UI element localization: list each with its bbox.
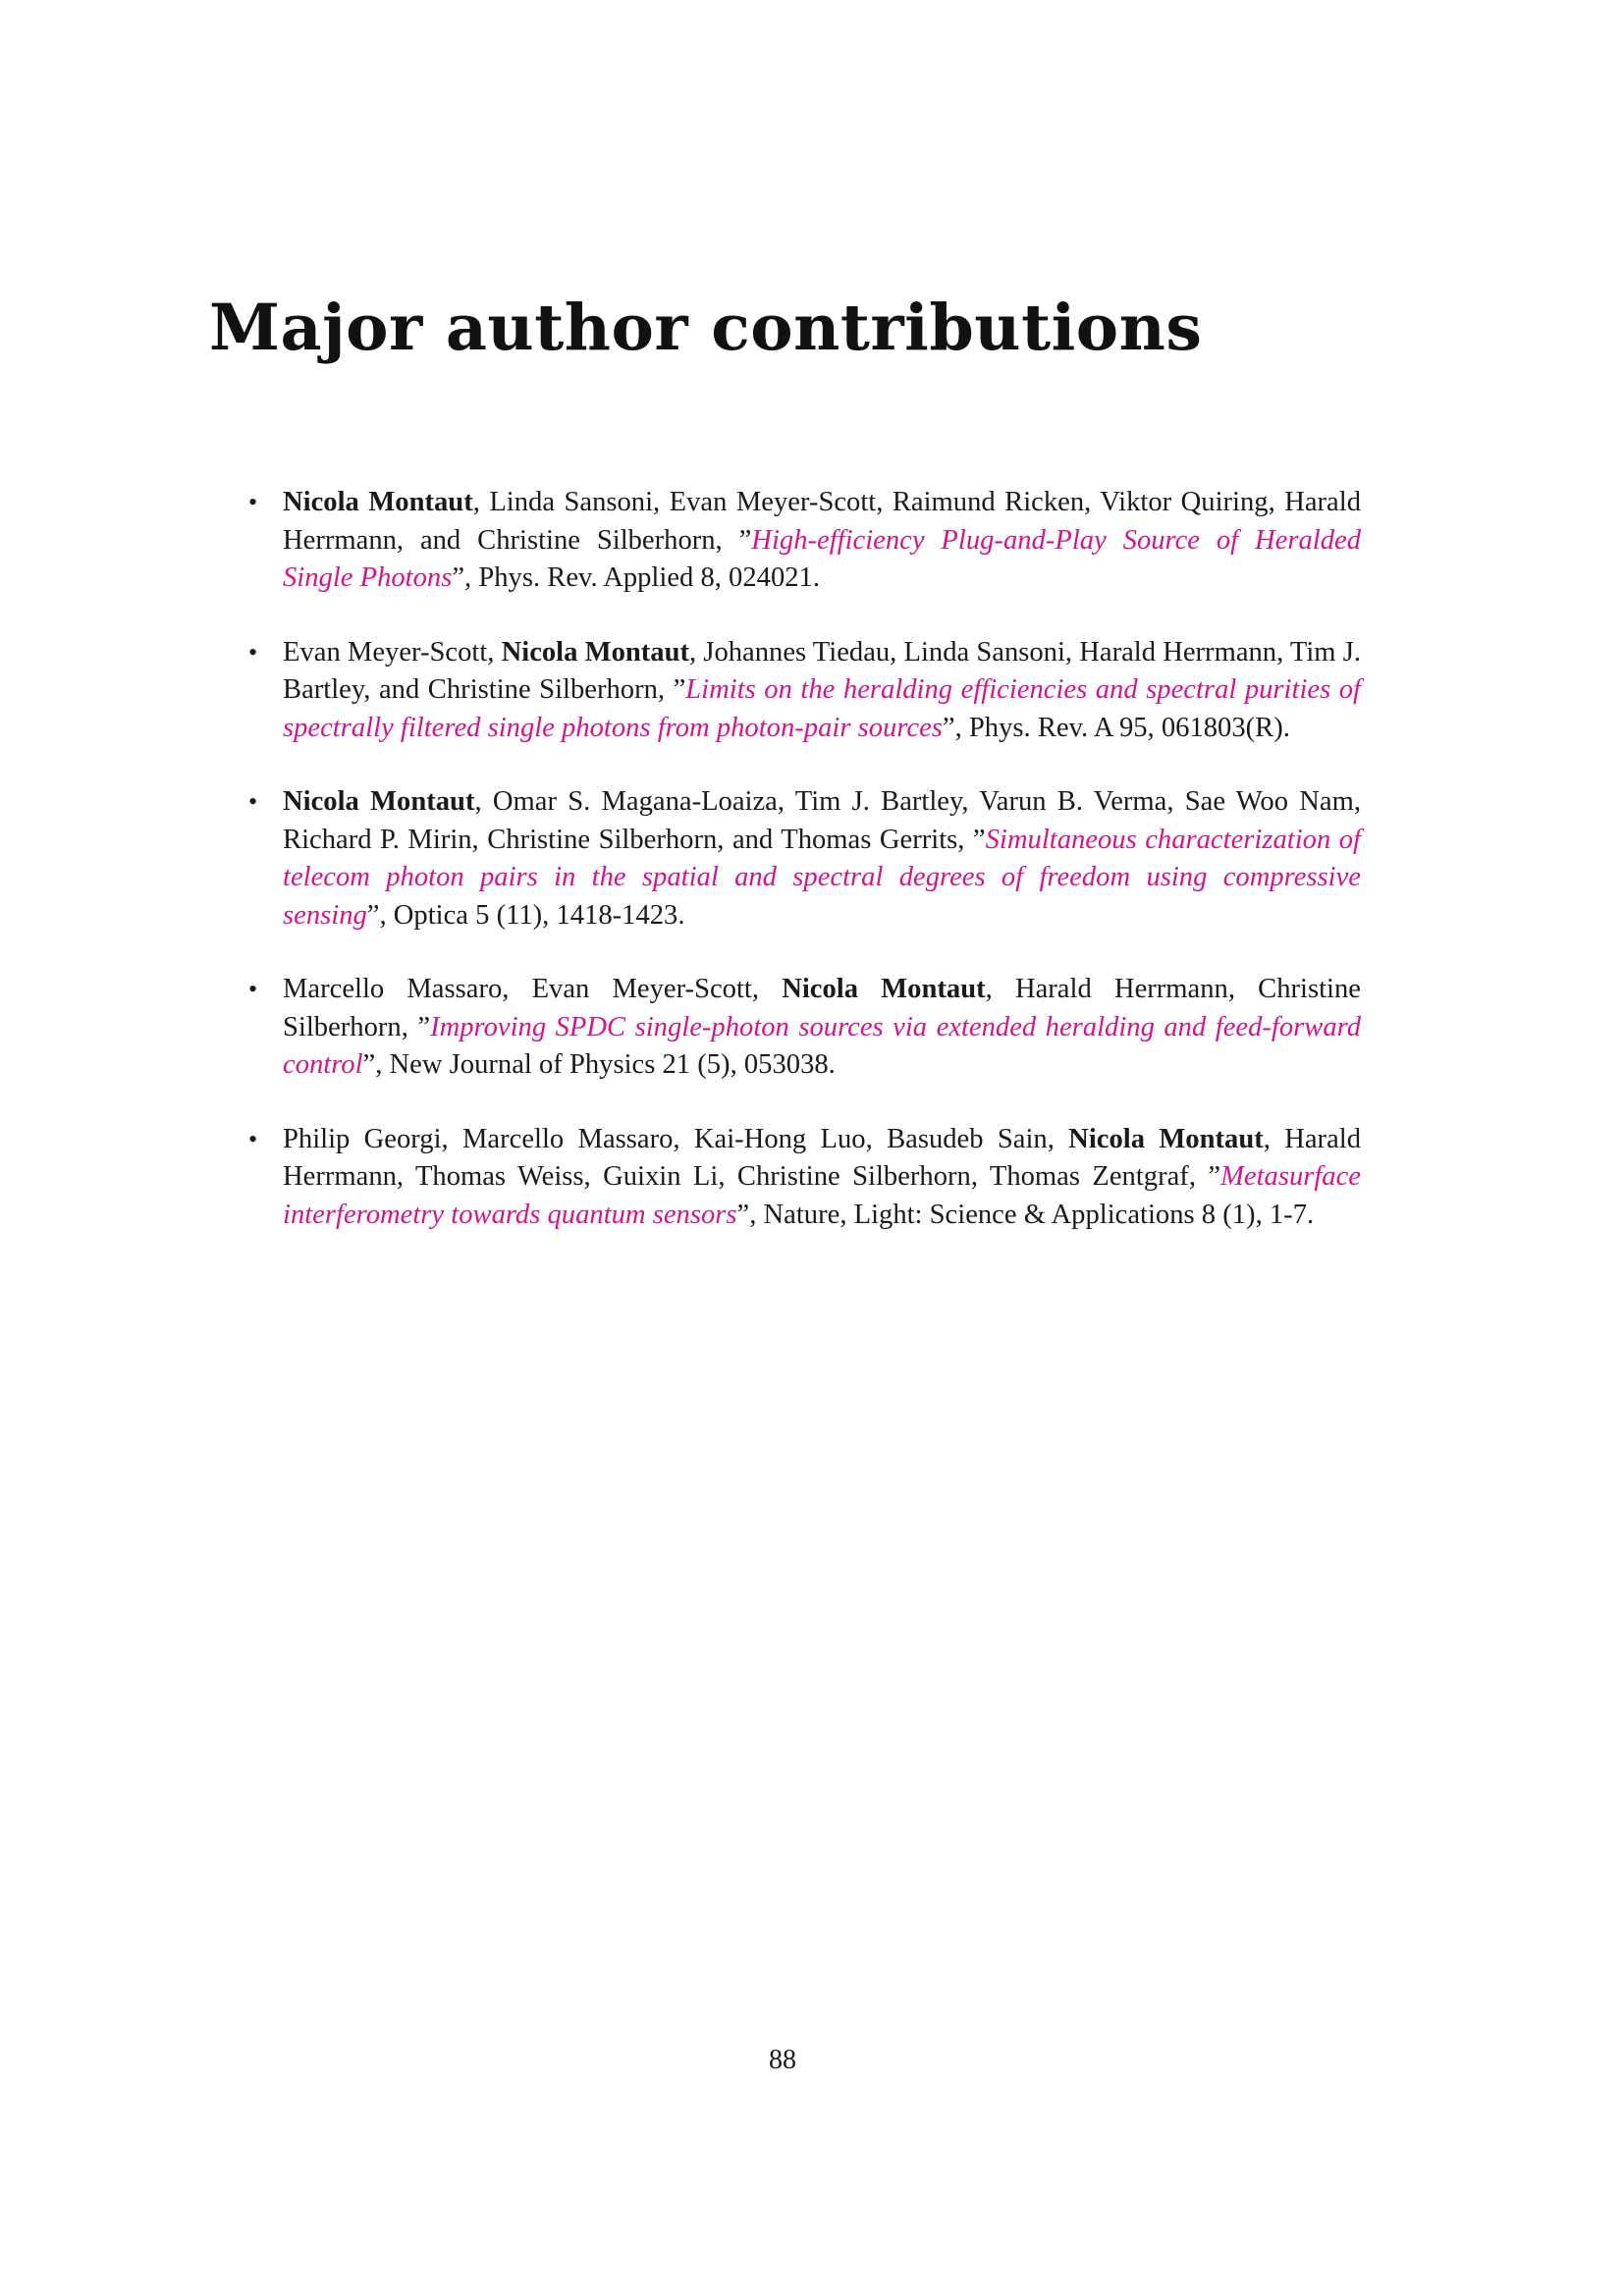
publication-authors-lead: Philip Georgi, Marcello Massaro, Kai-Hong Luo, Basudeb Sain,: [283, 1123, 1069, 1154]
publication-item: [248, 783, 1361, 934]
bullet-icon: •: [248, 787, 258, 816]
publication-item: [248, 634, 1361, 748]
publication-authors: , Omar S. Magana-Loaiza, Tim J. Bartley, Varun B. Verma, Sae Woo Nam, Richard P. Mirin, Christine Silberhorn, and Thomas Gerrits, ”: [283, 786, 1361, 855]
publication-authors: , Linda Sansoni, Evan Meyer-Scott, Raimund Ricken, Viktor Quiring, Harald Herrmann, and Christine Silberhorn, ”: [283, 487, 1361, 556]
publication-authors: , Johannes Tiedau, Linda Sansoni, Harald Herrmann, Tim J. Bartley, and Christine Silberhorn, ”: [283, 636, 1361, 705]
publication-authors: , Harald Herrmann, Christine Silberhorn, ”: [283, 974, 1361, 1042]
publication-venue: ”, New Journal of Physics 21 (5), 053038.: [362, 1049, 836, 1080]
publication-authors-lead: Evan Meyer-Scott,: [283, 636, 502, 667]
publication-title-link[interactable]: Metasurface interferometry towards quantum sensors: [283, 1161, 1361, 1230]
publication-authors-lead: Marcello Massaro, Evan Meyer-Scott,: [283, 974, 783, 1004]
publication-list: [248, 484, 1362, 1270]
page-title: Major author contributions: [209, 291, 1203, 365]
publication-title-link[interactable]: Limits on the heralding efficiencies and spectral purities of spectrally filtered single photons from photon-pair sources: [283, 674, 1361, 743]
bullet-icon: •: [248, 975, 258, 1003]
publication-title-link[interactable]: Simultaneous characterization of telecom photon pairs in the spatial and spectral degrees of freedom using compressive sensing: [283, 824, 1361, 931]
page-number: 88: [769, 2045, 796, 2075]
publication-venue: ”, Phys. Rev. Applied 8, 024021.: [452, 562, 820, 593]
bullet-icon: •: [248, 637, 258, 667]
publication-title-link[interactable]: High-efficiency Plug-and-Play Source of Heralded Single Photons: [283, 524, 1361, 593]
publication-author-highlight: Nicola Montaut: [283, 487, 473, 517]
publication-venue: ”, Phys. Rev. A 95, 061803(R).: [942, 712, 1290, 743]
publication-item: [248, 971, 1361, 1085]
publication-venue: ”, Optica 5 (11), 1418-1423.: [366, 899, 685, 931]
publication-venue: ”, Nature, Light: Science & Applications 8 (1), 1-7.: [736, 1199, 1315, 1230]
bullet-icon: •: [248, 1124, 258, 1153]
publication-title-link[interactable]: Improving SPDC single-photon sources via extended heralding and feed-forward control: [283, 1011, 1361, 1080]
publication-author-highlight: Nicola Montaut: [283, 786, 475, 817]
publication-author-highlight: Nicola Montaut: [782, 974, 986, 1004]
publication-author-highlight: Nicola Montaut: [501, 636, 690, 667]
publication-author-highlight: Nicola Montaut: [1068, 1123, 1264, 1154]
publication-authors: , Harald Herrmann, Thomas Weiss, Guixin Li, Christine Silberhorn, Thomas Zentgraf, ”: [283, 1123, 1362, 1192]
publication-item: [248, 484, 1361, 598]
bullet-icon: •: [248, 488, 258, 516]
publication-item: [248, 1121, 1362, 1235]
